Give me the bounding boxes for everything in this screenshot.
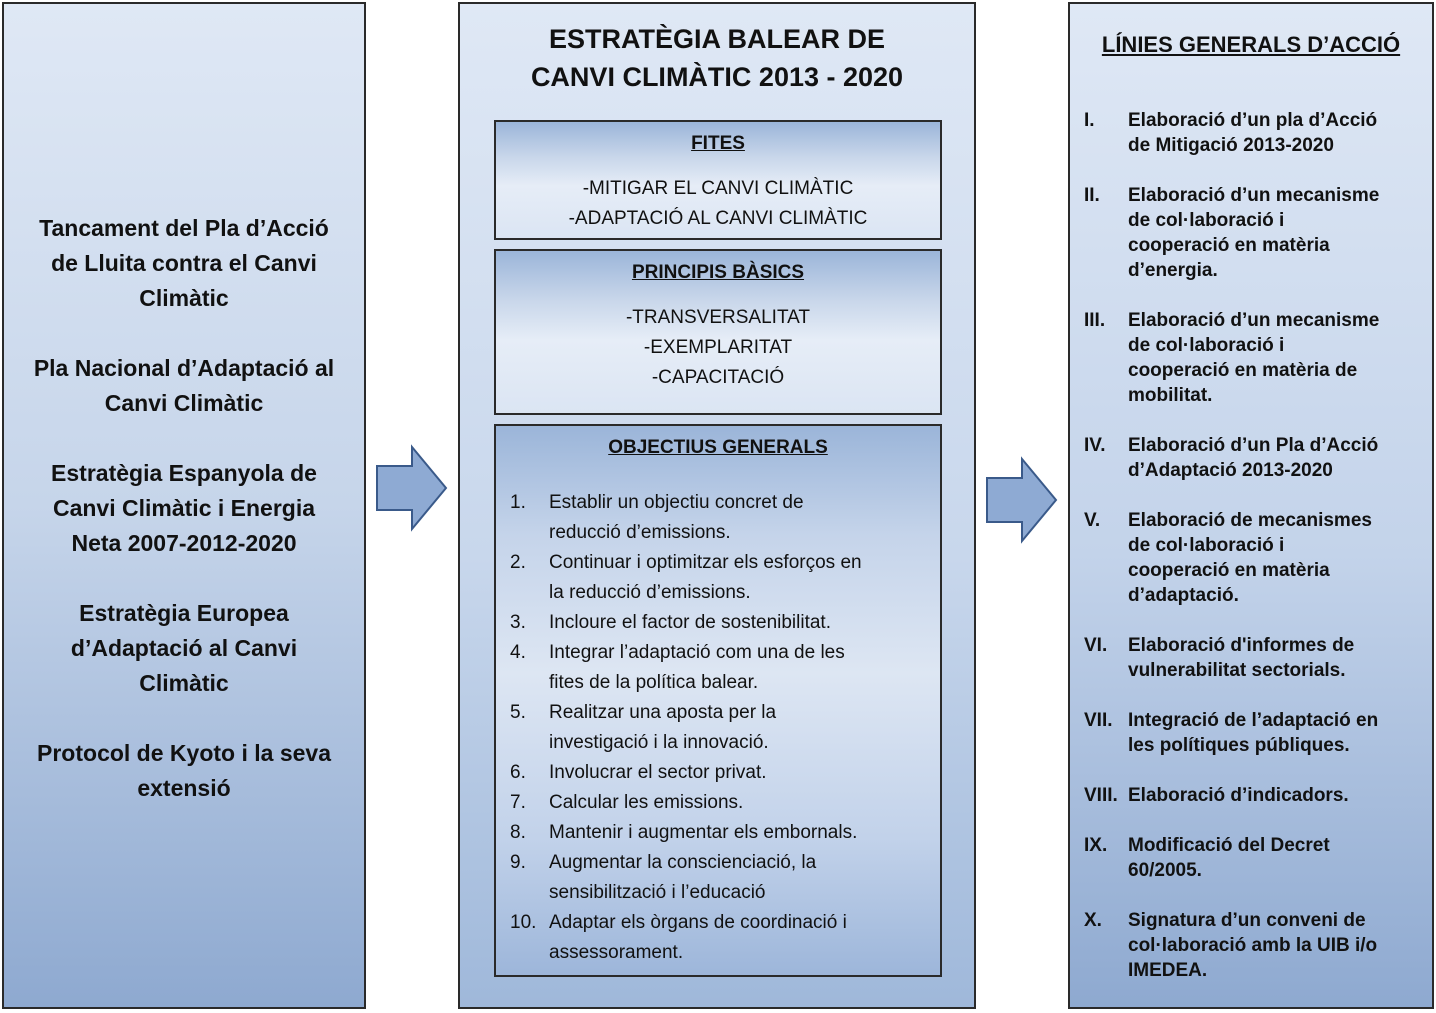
left-item-pla-accio: Tancament del Pla d’Acció de Lluita contra el Canvi Climàtic (39, 215, 329, 311)
objectiu-item (510, 908, 930, 968)
principis-heading: PRINCIPIS BÀSICS (631, 262, 805, 283)
linia-num: IX. (1084, 835, 1108, 856)
objectiu-num: 6. (510, 762, 526, 783)
linia-text: Elaboració d’un pla d’Acció de Mitigació 2013-2020 (1128, 110, 1378, 156)
linia-num: V. (1084, 510, 1101, 531)
linia-text: Elaboració d’un mecanisme de col·laboració i cooperació en matèria de mobilitat. (1128, 310, 1380, 406)
objectiu-item (510, 788, 930, 818)
linia-item (1084, 308, 1424, 408)
left-item-estrategia-europea: Estratègia Europea d’Adaptació al Canvi Climàtic (70, 600, 298, 696)
left-item-protocol-kyoto: Protocol de Kyoto i la seva extensió (37, 740, 331, 801)
linia-text: Signatura d’un conveni de col·laboració amb la UIB i/o IMEDEA. (1128, 910, 1378, 981)
linia-num: VIII. (1084, 785, 1118, 806)
principis-box (494, 249, 942, 415)
objectiu-num: 1. (510, 492, 526, 513)
linia-num: I. (1084, 110, 1095, 131)
objectiu-text: Mantenir i augmentar els embornals. (549, 822, 858, 843)
linia-num: VI. (1084, 635, 1108, 656)
linia-item (1084, 433, 1424, 483)
objectiu-num: 9. (510, 852, 526, 873)
objectiu-text: Integrar l’adaptació com una de les fites de la política balear. (549, 642, 845, 693)
objectiu-text: Calcular les emissions. (549, 792, 744, 813)
linia-num: VII. (1084, 710, 1113, 731)
linia-item (1084, 908, 1424, 983)
linies-title: LÍNIES GENERALS D’ACCIÓ (1101, 32, 1401, 57)
objectiu-item (510, 638, 930, 698)
arrow-right-icon-2 (984, 456, 1060, 544)
objectius-list (510, 488, 930, 968)
linia-item (1084, 108, 1424, 158)
objectiu-item (510, 818, 930, 848)
linia-num: X. (1084, 910, 1102, 931)
fites-line: -ADAPTACIÓ AL CANVI CLIMÀTIC (568, 208, 868, 229)
objectiu-num: 3. (510, 612, 526, 633)
fites-box (494, 120, 942, 240)
objectiu-item (510, 698, 930, 758)
linia-text: Modificació del Decret 60/2005. (1128, 835, 1330, 881)
linia-text: Elaboració d’un mecanisme de col·laboració i cooperació en matèria d’energia. (1128, 185, 1380, 281)
principis-line: -EXEMPLARITAT (643, 337, 793, 358)
fites-line: -MITIGAR EL CANVI CLIMÀTIC (582, 178, 854, 199)
objectiu-text: Establir un objectiu concret de reducció d’emissions. (549, 492, 804, 543)
objectiu-text: Involucrar el sector privat. (549, 762, 767, 783)
arrow-right-icon-1 (374, 444, 450, 532)
left-item-pla-nacional: Pla Nacional d’Adaptació al Canvi Climàtic (33, 355, 335, 416)
linia-item (1084, 783, 1424, 808)
objectiu-num: 5. (510, 702, 526, 723)
objectiu-text: Continuar i optimitzar els esforços en la reducció d’emissions. (549, 552, 862, 603)
principis-line: -CAPACITACIÓ (651, 367, 785, 388)
left-item-estrategia-espanyola: Estratègia Espanyola de Canvi Climàtic i Energia Neta 2007-2012-2020 (51, 460, 317, 556)
linia-text: Elaboració d’un Pla d’Acció d’Adaptació 2013-2020 (1128, 435, 1379, 481)
objectiu-item (510, 548, 930, 608)
objectiu-num: 8. (510, 822, 526, 843)
objectiu-text: Augmentar la conscienciació, la sensibilització i l’educació (549, 852, 817, 903)
objectiu-num: 4. (510, 642, 526, 663)
right-panel-linies-accio (1068, 2, 1434, 1009)
objectiu-item (510, 608, 930, 638)
objectius-heading: OBJECTIUS GENERALS (608, 437, 828, 458)
middle-panel-estrategia (458, 2, 976, 1009)
fites-heading: FITES (691, 133, 745, 154)
linia-num: IV. (1084, 435, 1106, 456)
principis-line: -TRANSVERSALITAT (625, 307, 811, 328)
linia-item (1084, 633, 1424, 683)
left-panel-antecedents (2, 2, 366, 1009)
linia-item (1084, 708, 1424, 758)
linia-text: Elaboració d’indicadors. (1128, 785, 1349, 806)
linia-text: Integració de l’adaptació en les polítiques públiques. (1128, 710, 1379, 756)
objectiu-num: 7. (510, 792, 526, 813)
objectiu-text: Adaptar els òrgans de coordinació i assessorament. (549, 912, 847, 963)
objectiu-text: Realitzar una aposta per la investigació i la innovació. (549, 702, 777, 753)
strategy-title: ESTRATÈGIA BALEAR DE CANVI CLIMÀTIC 2013 - 2020 (530, 24, 904, 92)
linia-item (1084, 508, 1424, 608)
linia-text: Elaboració de mecanismes de col·laboració i cooperació en matèria d’adaptació. (1128, 510, 1372, 606)
linia-num: III. (1084, 310, 1106, 331)
objectius-box (494, 424, 942, 977)
objectiu-num: 2. (510, 552, 526, 573)
objectiu-item (510, 488, 930, 548)
linia-item (1084, 183, 1424, 283)
objectiu-item (510, 848, 930, 908)
linia-num: II. (1084, 185, 1100, 206)
objectiu-item (510, 758, 930, 788)
linia-text: Elaboració d'informes de vulnerabilitat sectorials. (1128, 635, 1355, 681)
objectiu-num: 10. (510, 912, 537, 933)
linia-item (1084, 833, 1424, 883)
objectiu-text: Incloure el factor de sostenibilitat. (549, 612, 831, 633)
